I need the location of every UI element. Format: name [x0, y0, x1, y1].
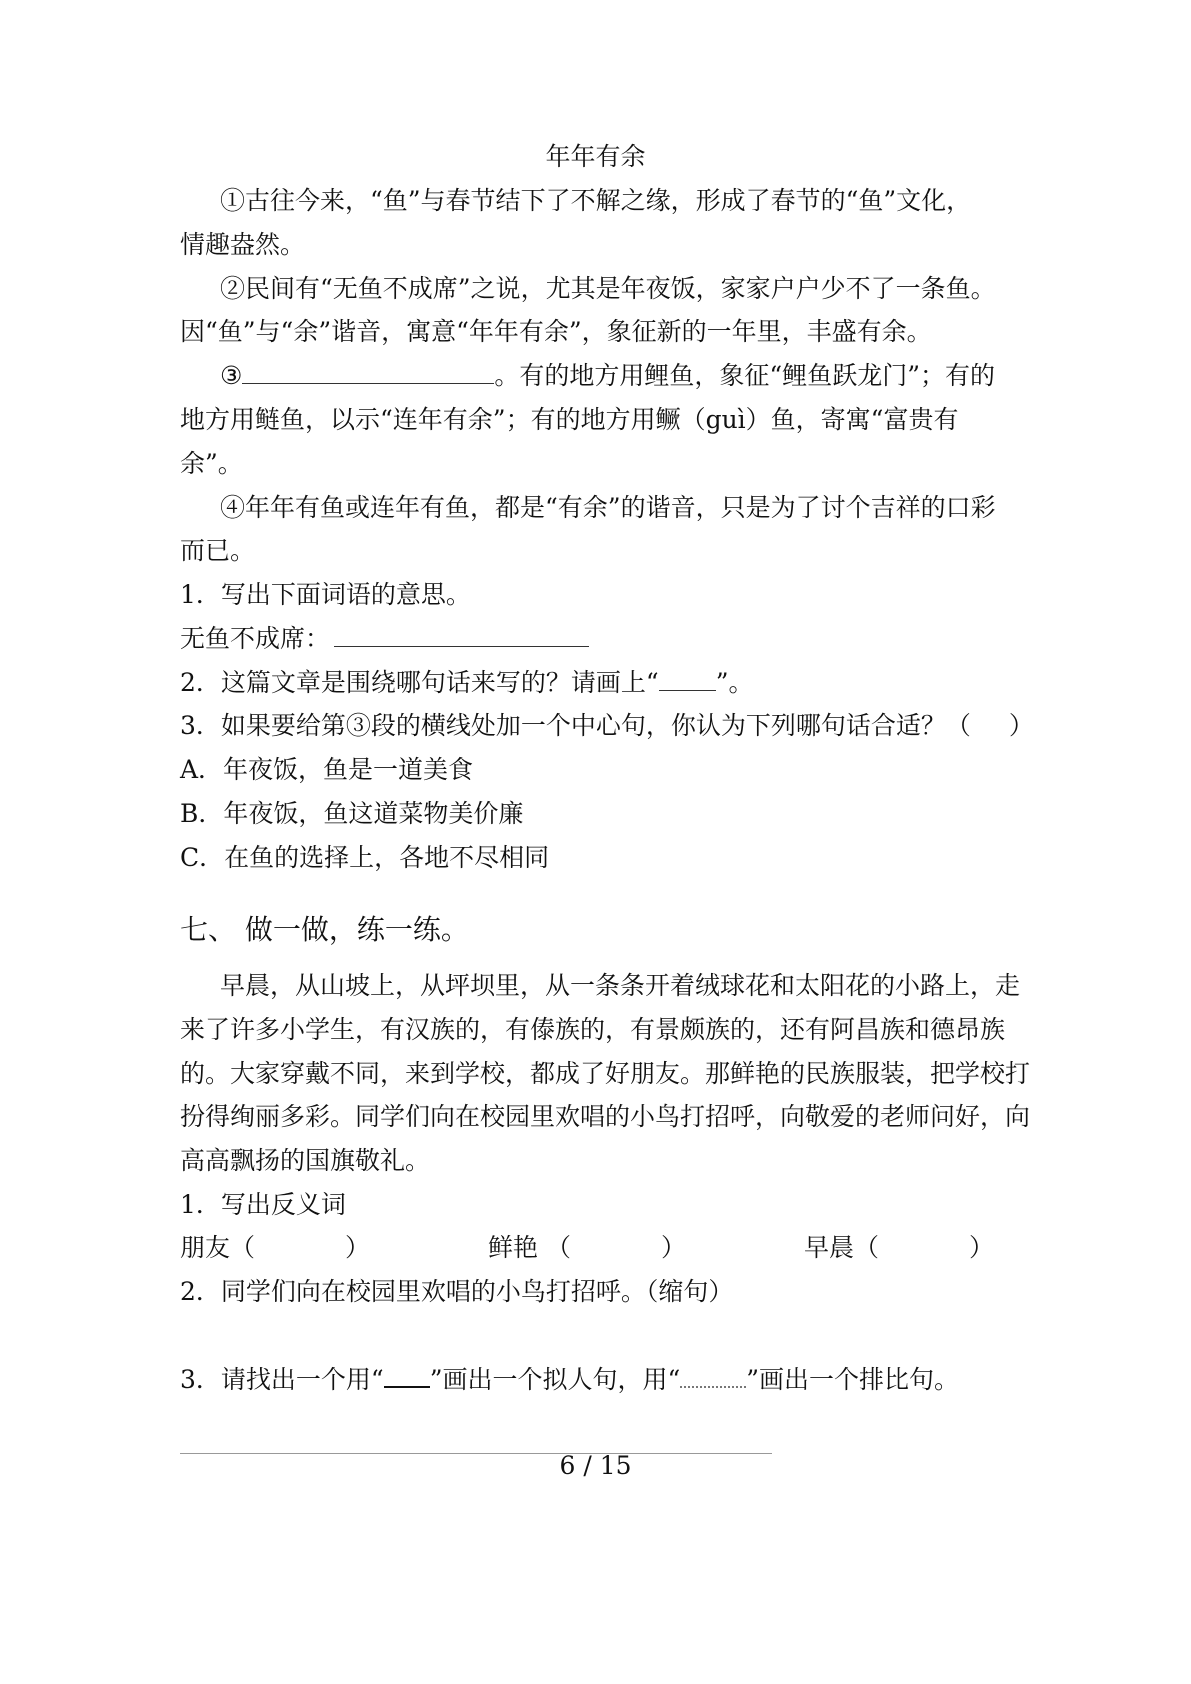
option-c: C．在鱼的选择上，各地不尽相同 — [180, 843, 550, 872]
antonym-word-1: 朋友（ — [180, 1233, 256, 1262]
question-1-answer-blank[interactable] — [334, 626, 589, 647]
question-1: 1．写出下面词语的意思。 — [180, 580, 471, 609]
option-b: B．年夜饭，鱼这道菜物美价廉 — [180, 799, 524, 828]
question-2 — [180, 665, 753, 701]
question-2-prefix: 2．这篇文章是围绕哪句话来写的？请画上“ — [180, 668, 659, 697]
question-3 — [180, 708, 1034, 744]
wavy-underline-sample — [680, 1366, 746, 1388]
question-1-term: 无鱼不成席： — [180, 624, 331, 653]
paragraph-2-line-2: 因“鱼”与“余”谐音，寓意“年年有余”，象征新的一年里，丰盛有余。 — [180, 317, 932, 346]
section-7-line-3: 的。大家穿戴不同，来到学校，都成了好朋友。那鲜艳的民族服装，把学校打 — [180, 1059, 1031, 1088]
paragraph-2-line-1: ②民间有“无鱼不成席”之说，尤其是年夜饭，家家户户少不了一条鱼。 — [220, 274, 996, 303]
question-1-term-row — [180, 621, 589, 657]
antonym-word-2-close: ） — [660, 1233, 686, 1262]
paragraph-3-line-2: 地方用鲢鱼，以示“连年有余”；有的地方用鳜（guì）鱼，寄寓“富贵有 — [180, 405, 959, 434]
antonym-row — [180, 1230, 994, 1266]
paragraph-3-line-1 — [220, 358, 995, 394]
question-2-suffix: ”。 — [715, 668, 754, 697]
section-7-heading: 七、 做一做，练一练。 — [180, 913, 469, 946]
question-3-part-3: ”画出一个排比句。 — [746, 1365, 960, 1394]
section-7-question-3 — [180, 1362, 959, 1398]
paragraph-4-line-2: 而已。 — [180, 536, 256, 565]
section-7-question-1: 1．写出反义词 — [180, 1190, 346, 1219]
antonym-word-3: 早晨（ — [804, 1233, 880, 1262]
section-7-line-4: 扮得绚丽多彩。同学们向在校园里欢唱的小鸟打招呼，向敬爱的老师问好，向 — [180, 1102, 1031, 1131]
section-7-line-1: 早晨，从山坡上，从坪坝里，从一条条开着绒球花和太阳花的小路上，走 — [220, 971, 1021, 1000]
question-3-close: ） — [1008, 711, 1034, 740]
antonym-word-1-close: ） — [345, 1233, 371, 1262]
section-7-line-5: 高高飘扬的国旗敬礼。 — [180, 1146, 431, 1175]
paragraph-3-blank[interactable] — [242, 363, 494, 384]
question-3-part-1: 3．请找出一个用“ — [180, 1365, 384, 1394]
question-2-underline-sample — [659, 670, 716, 691]
antonym-word-3-close: ） — [969, 1233, 995, 1262]
section-7-question-2: 2．同学们向在校园里欢唱的小鸟打招呼。（缩句） — [180, 1277, 734, 1306]
paragraph-3-suffix: 。有的地方用鲤鱼，象征“鲤鱼跃龙门”；有的 — [494, 361, 995, 390]
question-3-part-2: ”画出一个拟人句，用“ — [429, 1365, 681, 1394]
passage-title: 年年有余 — [545, 142, 646, 171]
question-3-text: 3．如果要给第③段的横线处加一个中心句，你认为下列哪句话合适？（ — [180, 711, 971, 740]
page-number: 6 / 15 — [559, 1451, 632, 1480]
paragraph-1-line-2: 情趣盎然。 — [180, 230, 306, 259]
paragraph-4-line-1: ④年年有鱼或连年有鱼，都是“有余”的谐音，只是为了讨个吉祥的口彩 — [220, 493, 996, 522]
option-a: A．年夜饭，鱼是一道美食 — [180, 755, 474, 784]
section-7-line-2: 来了许多小学生，有汉族的，有傣族的，有景颇族的，还有阿昌族和德昂族 — [180, 1015, 1006, 1044]
paragraph-1-line-1: ①古往今来，“鱼”与春节结下了不解之缘，形成了春节的“鱼”文化， — [220, 186, 972, 215]
paragraph-3-line-3: 余”。 — [180, 449, 243, 478]
antonym-word-2: 鲜艳 （ — [488, 1233, 571, 1262]
paragraph-3-marker: ③ — [220, 361, 243, 390]
straight-underline-sample — [384, 1366, 430, 1388]
